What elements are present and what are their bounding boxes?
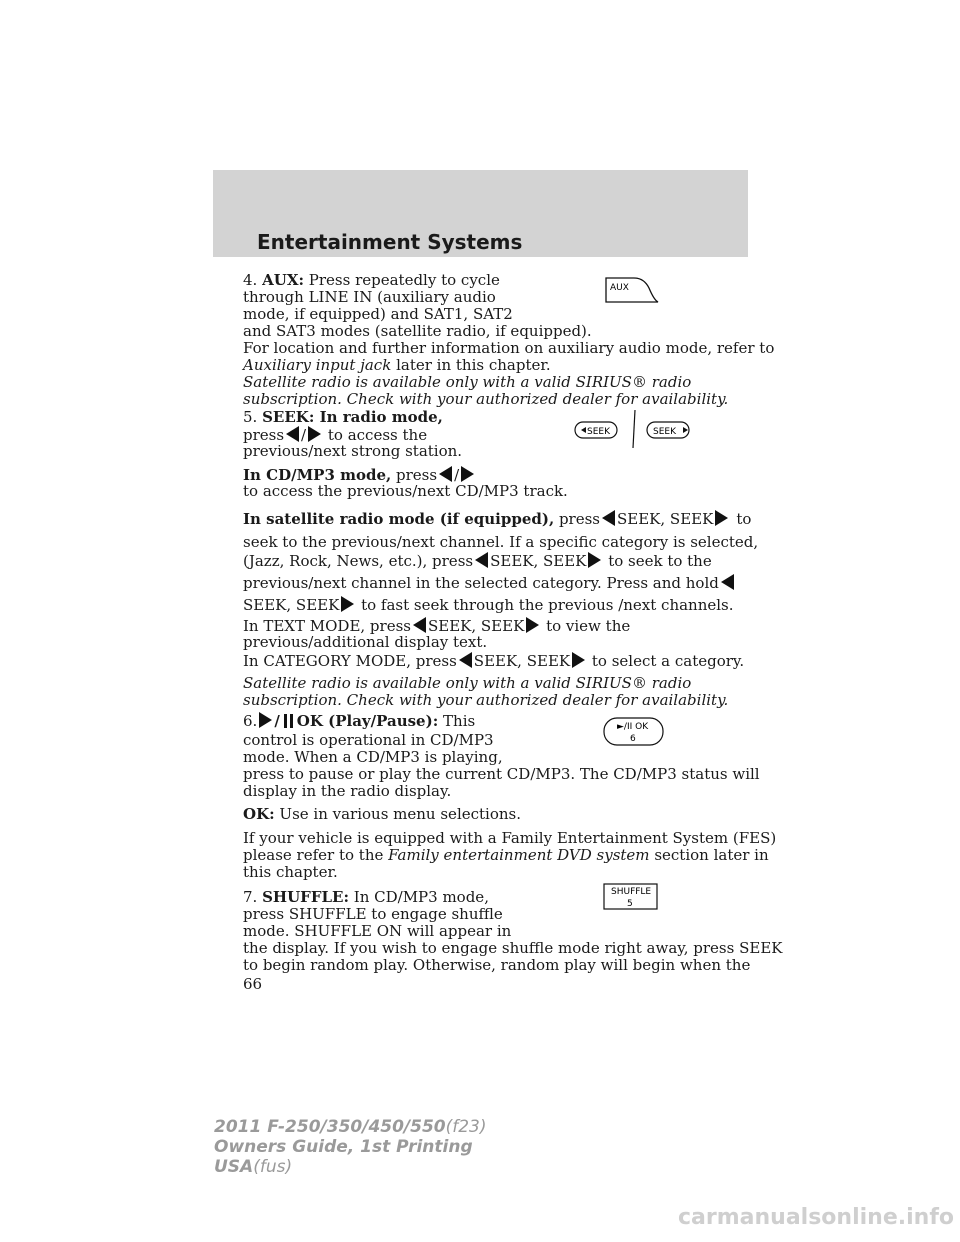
footer-code: (f23) bbox=[445, 1117, 487, 1137]
item4-line1 bbox=[243, 272, 500, 289]
ok-line bbox=[243, 806, 521, 823]
item5-line1 bbox=[243, 409, 443, 426]
item5-cd-line2: to access the previous/next CD/MP3 track. bbox=[243, 482, 568, 500]
item7-label: SHUFFLE: bbox=[262, 888, 349, 906]
item4-line6-rest: later in this chapter. bbox=[396, 356, 551, 374]
item5-cat-line bbox=[243, 652, 744, 670]
item5-sat-line1 bbox=[243, 510, 751, 528]
seek-left-arrow-icon bbox=[439, 466, 452, 482]
text: SEEK, SEEK bbox=[473, 652, 571, 670]
fes-line1: If your vehicle is equipped with a Family Entertainment System (FES) bbox=[243, 829, 777, 847]
aux-jack-ref: Auxiliary input jack bbox=[243, 356, 392, 374]
item5-sat-note2: subscription. Check with your authorized dealer for availability. bbox=[243, 691, 729, 709]
ok-button-icon bbox=[603, 717, 665, 747]
item4-sat-note2: subscription. Check with your authorized dealer for availability. bbox=[243, 390, 729, 408]
text: In CD/MP3 mode, bbox=[353, 888, 489, 906]
item5-line3: previous/next strong station. bbox=[243, 442, 463, 460]
seek-right-arrow-icon bbox=[715, 510, 728, 526]
item6-label: OK (Play/Pause): bbox=[296, 712, 439, 730]
item7-line4: the display. If you wish to engage shuffle mode right away, press SEEK bbox=[243, 939, 783, 957]
footer-line2 bbox=[214, 1138, 473, 1157]
cd-mode-label: In CD/MP3 mode, bbox=[243, 466, 392, 484]
item6-line4: press to pause or play the current CD/MP3. The CD/MP3 status will bbox=[243, 765, 760, 783]
text: please refer to the bbox=[243, 846, 384, 864]
text: SEEK, SEEK bbox=[490, 552, 587, 570]
ok-label: OK: bbox=[243, 805, 275, 823]
item7-line1 bbox=[243, 889, 489, 906]
text: section later in bbox=[654, 846, 769, 864]
slash: / bbox=[274, 712, 280, 730]
item4-sat-note1: Satellite radio is available only with a valid SIRIUS® radio bbox=[243, 373, 692, 391]
footer-region-code: (fus) bbox=[253, 1157, 293, 1177]
item4-line5: For location and further information on auxiliary audio mode, refer to bbox=[243, 339, 775, 357]
seek-right-arrow-icon bbox=[341, 596, 354, 612]
text: In TEXT MODE, press bbox=[243, 617, 411, 635]
text: to access the bbox=[327, 426, 428, 444]
item5-number: 5. bbox=[243, 408, 258, 426]
item7-line5: to begin random play. Otherwise, random play will begin when the bbox=[243, 956, 751, 974]
text: to bbox=[736, 510, 752, 528]
item5-sat-note1: Satellite radio is available only with a valid SIRIUS® radio bbox=[243, 674, 692, 692]
text: press bbox=[558, 510, 600, 528]
seek-left-arrow-icon bbox=[459, 652, 472, 668]
ok-icon-label: ►/II OK bbox=[617, 722, 649, 732]
aux-icon-label: AUX bbox=[610, 283, 629, 293]
text: SEEK, SEEK bbox=[617, 510, 714, 528]
seek-right-arrow-icon bbox=[308, 426, 321, 442]
item7-line3: mode. SHUFFLE ON will appear in bbox=[243, 922, 512, 940]
fes-line2 bbox=[243, 847, 769, 864]
item4-number: 4. bbox=[243, 271, 258, 289]
watermark: carmanualsonline.info bbox=[678, 1205, 954, 1230]
sat-mode-label: In satellite radio mode (if equipped), bbox=[243, 510, 555, 528]
seek-right-arrow-icon bbox=[588, 552, 601, 568]
text: previous/next channel in the selected category. Press and hold bbox=[243, 574, 719, 592]
item5-sat-line3 bbox=[243, 552, 712, 570]
item6-line3: mode. When a CD/MP3 is playing, bbox=[243, 748, 503, 766]
text: SEEK, SEEK bbox=[427, 617, 525, 635]
item5-sat-line4 bbox=[243, 574, 736, 592]
footer-model: 2011 F-250/350/450/550 bbox=[214, 1117, 446, 1137]
footer-line3 bbox=[214, 1158, 292, 1177]
text: to seek to the bbox=[608, 552, 712, 570]
text: (Jazz, Rock, News, etc.), press bbox=[243, 552, 474, 570]
text: press bbox=[243, 426, 285, 444]
divider-line bbox=[633, 410, 635, 448]
item7-line2: press SHUFFLE to engage shuffle bbox=[243, 905, 503, 923]
aux-button-icon bbox=[604, 276, 660, 304]
item5-label: SEEK: In radio mode, bbox=[262, 408, 443, 426]
slash: / bbox=[454, 466, 460, 484]
seek-left-arrow-icon bbox=[475, 552, 488, 568]
play-icon bbox=[259, 712, 272, 728]
text: press bbox=[396, 466, 438, 484]
item4-label: AUX: bbox=[262, 271, 304, 289]
fes-ref: Family entertainment DVD system bbox=[388, 846, 650, 864]
text: SEEK, SEEK bbox=[243, 596, 340, 614]
footer-printing: Owners Guide, 1st Printing bbox=[214, 1137, 473, 1157]
seek-right-label: SEEK bbox=[653, 427, 676, 437]
footer-line1 bbox=[214, 1118, 487, 1137]
fes-line3: this chapter. bbox=[243, 863, 338, 881]
footer-region: USA bbox=[214, 1157, 254, 1177]
seek-left-arrow-icon bbox=[602, 510, 615, 526]
seek-left-arrow-icon bbox=[413, 617, 426, 633]
shuffle-icon-number: 5 bbox=[627, 899, 633, 909]
shuffle-icon-label: SHUFFLE bbox=[611, 887, 652, 897]
text: to select a category. bbox=[591, 652, 745, 670]
seek-left-arrow-icon bbox=[721, 574, 734, 590]
ok-icon-number: 6 bbox=[630, 734, 636, 744]
text: to fast seek through the previous /next channels. bbox=[361, 596, 734, 614]
shuffle-button-icon bbox=[603, 883, 659, 911]
slash: / bbox=[301, 426, 307, 444]
item6-line2: control is operational in CD/MP3 bbox=[243, 731, 494, 749]
item4-line4: and SAT3 modes (satellite radio, if equipped). bbox=[243, 322, 592, 340]
text: In CATEGORY MODE, press bbox=[243, 652, 457, 670]
item5-text-mode-line2: previous/additional display text. bbox=[243, 633, 488, 651]
item4-line2: through LINE IN (auxiliary audio bbox=[243, 288, 496, 306]
seek-right-arrow-icon bbox=[526, 617, 539, 633]
page-number: 66 bbox=[243, 975, 263, 993]
text: Use in various menu selections. bbox=[279, 805, 521, 823]
section-title: Entertainment Systems bbox=[257, 230, 523, 254]
item4-text: Press repeatedly to cycle bbox=[308, 271, 500, 289]
text: This bbox=[443, 712, 476, 730]
seek-right-arrow-icon bbox=[572, 652, 585, 668]
item6-line5: display in the radio display. bbox=[243, 782, 452, 800]
text: to view the bbox=[546, 617, 631, 635]
seek-buttons-icon bbox=[573, 408, 693, 456]
item7-number: 7. bbox=[243, 888, 258, 906]
item6-line1 bbox=[243, 712, 475, 730]
item4-line6 bbox=[243, 357, 551, 374]
item4-line3: mode, if equipped) and SAT1, SAT2 bbox=[243, 305, 513, 323]
pause-icon bbox=[283, 714, 294, 728]
item5-sat-line5 bbox=[243, 596, 734, 614]
seek-left-label: SEEK bbox=[587, 427, 610, 437]
seek-left-arrow-icon bbox=[286, 426, 299, 442]
item6-number: 6. bbox=[243, 712, 258, 730]
item5-sat-line2: seek to the previous/next channel. If a specific category is selected, bbox=[243, 533, 759, 551]
seek-right-arrow-icon bbox=[461, 466, 474, 482]
